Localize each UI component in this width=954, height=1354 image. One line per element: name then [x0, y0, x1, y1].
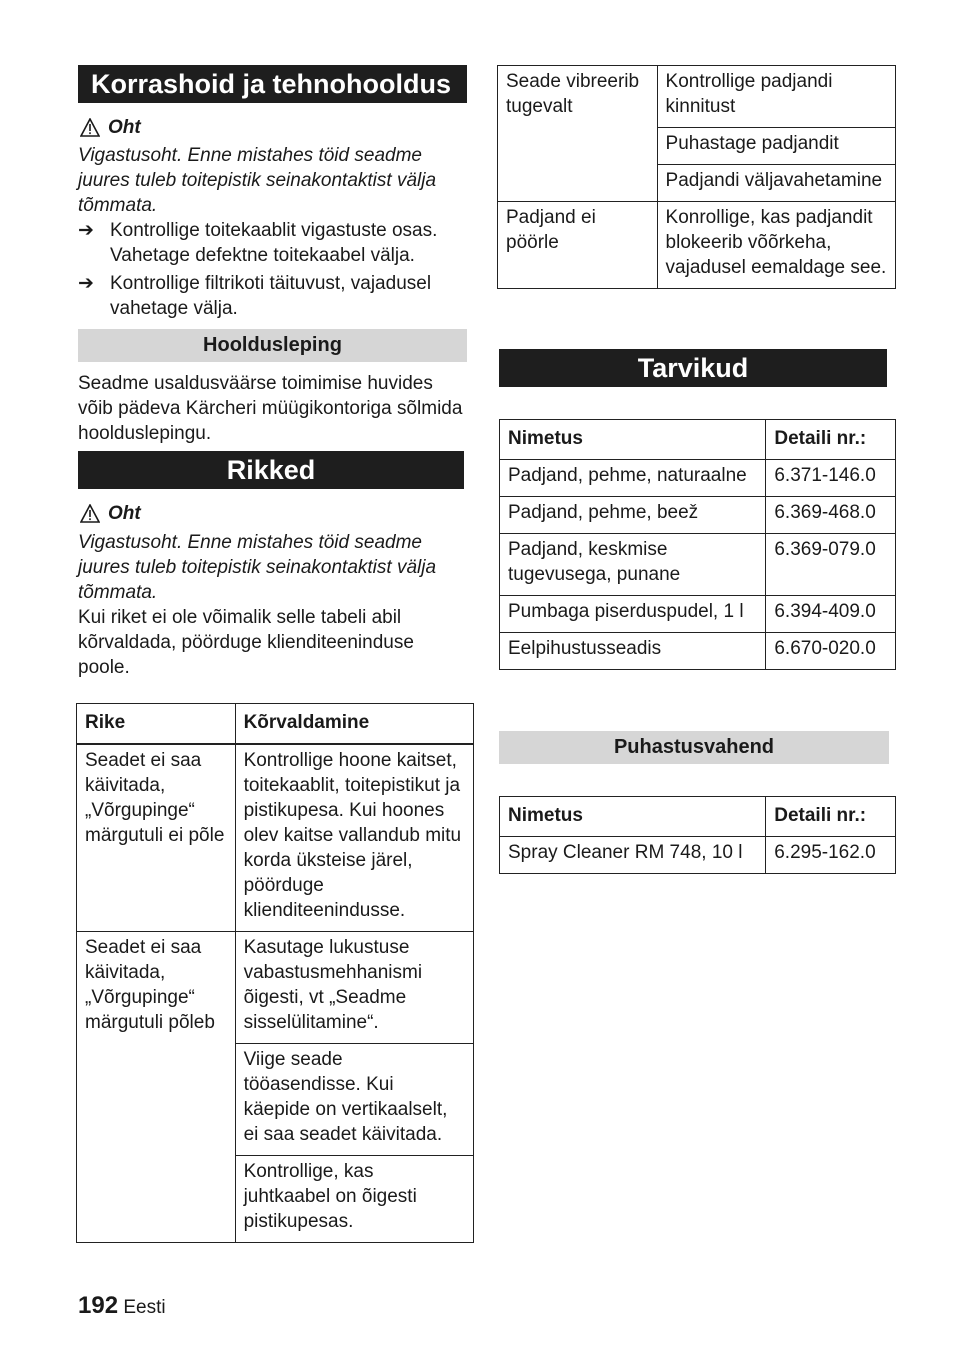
fault-cell: Seadet ei saa käivitada, „Võrgupinge“ märgutuli ei põle — [77, 744, 236, 932]
page-number: 192 — [78, 1292, 119, 1319]
table-row — [498, 66, 896, 128]
page-language: Eesti — [123, 1297, 166, 1318]
table-header-row — [77, 704, 474, 745]
fault-cell: Seadet ei saa käivitada, „Võrgupinge“ märgutuli põleb — [77, 932, 236, 1243]
column-header: Detaili nr.: — [766, 797, 896, 837]
table-row — [500, 837, 896, 874]
table-row — [500, 460, 896, 497]
section-title-faults: Rikked — [78, 451, 464, 489]
bullet-text: Kontrollige toitekaablit vigastuste osas. Vahetage defektne toitekaabel välja. — [110, 220, 438, 266]
part-number: 6.670-020.0 — [766, 633, 896, 670]
warning-label: Oht — [108, 117, 141, 138]
table-row — [500, 497, 896, 534]
table-header-row — [500, 420, 896, 460]
column-header: Detaili nr.: — [766, 420, 896, 460]
warning-label: Oht — [108, 503, 141, 524]
remedy-cell: Puhastage padjandit — [657, 128, 895, 165]
part-number: 6.369-079.0 — [766, 534, 896, 596]
warning-text: Vigastusoht. Enne mistahes töid seadme juures tuleb toitepistik seinakontaktist välja tõmmata. — [78, 145, 437, 216]
accessory-name: Pumbaga piserduspudel, 1 l — [500, 596, 766, 633]
column-header: Kõrvaldamine — [235, 704, 473, 745]
page-footer — [78, 1293, 166, 1320]
accessories-table — [499, 419, 896, 670]
accessory-name: Padjand, pehme, beež — [500, 497, 766, 534]
accessory-name: Padjand, pehme, naturaalne — [500, 460, 766, 497]
warning-triangle-icon — [80, 118, 100, 137]
section-title-accessories: Tarvikud — [499, 349, 887, 387]
cleaner-name: Spray Cleaner RM 748, 10 l — [500, 837, 766, 874]
table-row — [77, 932, 474, 1044]
part-number: 6.295-162.0 — [766, 837, 896, 874]
accessory-name: Eelpihustusseadis — [500, 633, 766, 670]
remedy-cell: Viige seade tööasendisse. Kui käepide on vertikaalselt, ei saa seadet käivitada. — [235, 1044, 473, 1156]
remedy-cell: Kontrollige padjandi kinnitust — [657, 66, 895, 128]
part-number: 6.369-468.0 — [766, 497, 896, 534]
bullet-text: Kontrollige filtrikoti täituvust, vajadusel vahetage välja. — [110, 273, 432, 319]
remedy-cell: Kasutage lukustuse vabastusmehhanismi õigesti, vt „Seadme sisselülitamine“. — [235, 932, 473, 1044]
table-row — [77, 744, 474, 932]
warning-heading — [80, 115, 141, 140]
remedy-cell: Kontrollige, kas juhtkaabel on õigesti pistikupesas. — [235, 1156, 473, 1243]
fault-table-continued — [497, 65, 896, 289]
column-header: Nimetus — [500, 797, 766, 837]
subsection-title-cleaner: Puhastusvahend — [499, 731, 889, 764]
remedy-cell: Kontrollige hoone kaitset, toitekaablit, toitepistikut ja pistikupesa. Kui hoones olev kaitse vallandub mitu korda üksteise järel, pöörduge klienditeenindusse. — [235, 744, 473, 932]
arrow-right-icon: ➔ — [78, 273, 94, 294]
column-header: Nimetus — [500, 420, 766, 460]
table-row — [498, 202, 896, 289]
subsection-title-service-contract: Hooldusleping — [78, 329, 467, 362]
accessory-name: Padjand, keskmise tugevusega, punane — [500, 534, 766, 596]
table-row — [500, 633, 896, 670]
table-row — [500, 534, 896, 596]
fault-cell: Padjand ei pöörle — [498, 202, 658, 289]
table-header-row — [500, 797, 896, 837]
part-number: 6.371-146.0 — [766, 460, 896, 497]
warning-heading — [80, 501, 141, 526]
fault-cell: Seade vibreerib tugevalt — [498, 66, 658, 202]
service-contract-text: Seadme usaldusväärse toimimise huvides võib pädeva Kärcheri müügikontoriga sõlmida hoolduslepingu. — [78, 373, 463, 444]
fault-intro-text: Kui riket ei ole võimalik selle tabeli abil kõrvaldada, pöörduge klienditeeninduse poole. — [78, 607, 414, 678]
cleaner-table — [499, 796, 896, 874]
table-row — [500, 596, 896, 633]
warning-triangle-icon — [80, 504, 100, 523]
warning-text: Vigastusoht. Enne mistahes töid seadme juures tuleb toitepistik seinakontaktist välja tõmmata. — [78, 532, 437, 603]
fault-table — [76, 703, 474, 1243]
section-title-maintenance: Korrashoid ja tehnohooldus — [78, 65, 467, 103]
list-item — [78, 218, 470, 268]
remedy-cell: Padjandi väljavahetamine — [657, 165, 895, 202]
part-number: 6.394-409.0 — [766, 596, 896, 633]
arrow-right-icon: ➔ — [78, 220, 94, 241]
remedy-cell: Konrollige, kas padjandit blokeerib võõrkeha, vajadusel eemaldage see. — [657, 202, 895, 289]
list-item — [78, 271, 470, 321]
column-header: Rike — [77, 704, 236, 745]
